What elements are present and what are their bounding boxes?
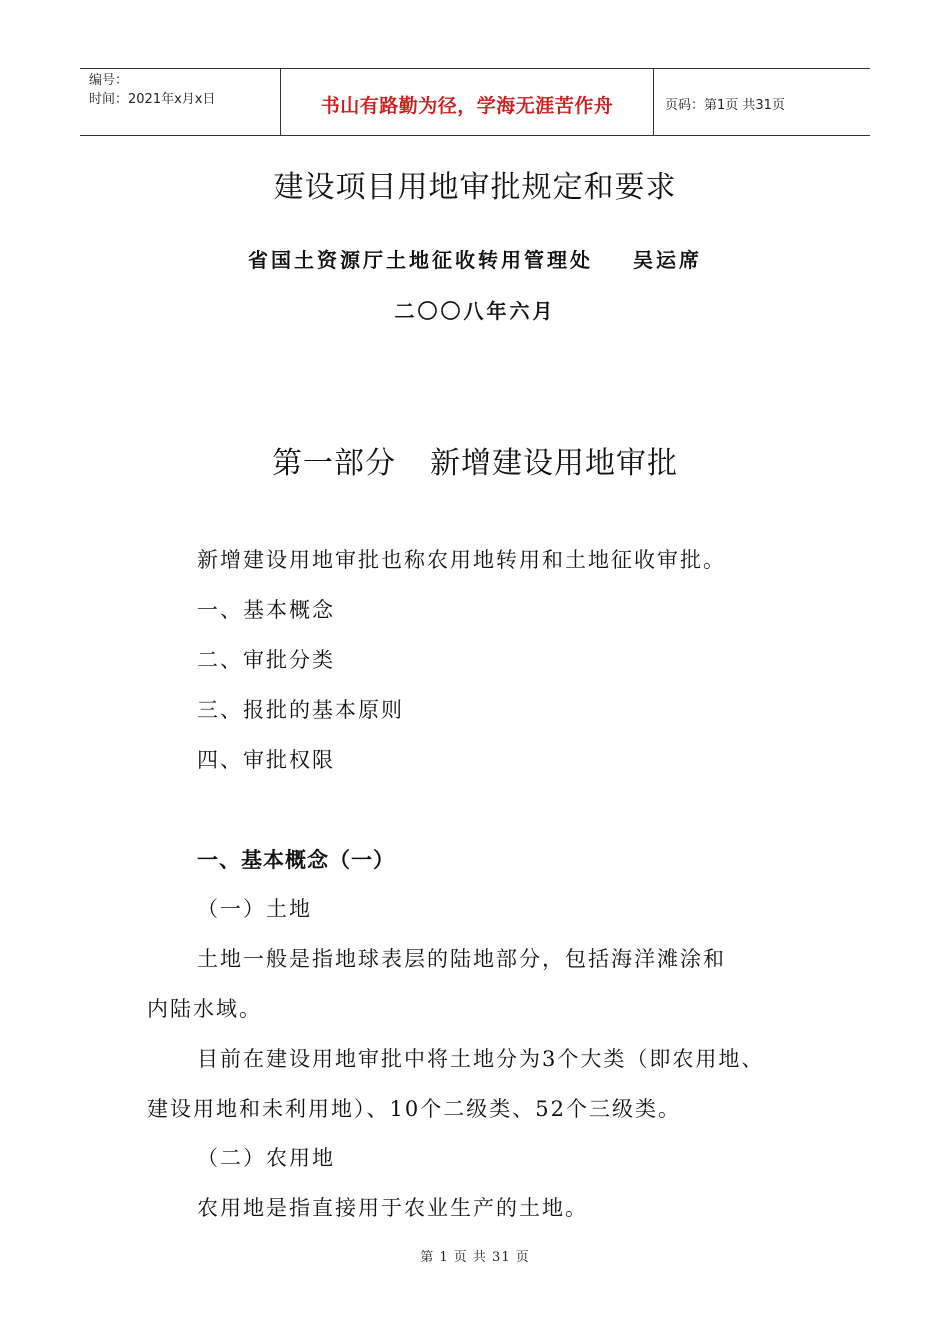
subsection-heading-farmland: （二）农用地 xyxy=(197,1146,335,1170)
outline-item-4: 四、审批权限 xyxy=(197,748,335,772)
classification-paragraph-line-1: 目前在建设用地审批中将土地分为3个大类（即农用地、 xyxy=(197,1047,765,1071)
header-meta xyxy=(80,69,281,135)
subsection-heading-land: （一）土地 xyxy=(197,897,312,921)
farmland-paragraph: 农用地是指直接用于农业生产的土地。 xyxy=(197,1196,588,1220)
classification-paragraph-line-2: 建设用地和未利用地）、10个二级类、52个三级类。 xyxy=(147,1097,681,1121)
part-number: 第一部分 xyxy=(272,446,396,481)
header-motto: 书山有路勤为径，学海无涯苦作舟 xyxy=(281,69,654,135)
author-name: 吴运席 xyxy=(633,248,702,272)
page-header xyxy=(80,68,870,136)
document-number-label: 编号： xyxy=(89,73,129,88)
page-footer: 第 1 页 共 31 页 xyxy=(420,1250,530,1265)
document-date: 二〇〇八年六月 xyxy=(394,299,556,323)
header-page-info: 页码：第1页 共31页 xyxy=(665,97,785,113)
document-author-line xyxy=(0,244,950,273)
land-paragraph-line-2: 内陆水域。 xyxy=(147,997,262,1021)
document-time-label: 时间：2021年x月x日 xyxy=(89,92,216,107)
document-title: 建设项目用地审批规定和要求 xyxy=(273,170,677,205)
outline-item-1: 一、基本概念 xyxy=(197,598,335,622)
part-heading xyxy=(0,438,950,482)
outline-item-3: 三、报批的基本原则 xyxy=(197,698,404,722)
land-paragraph-line-1: 土地一般是指地球表层的陆地部分，包括海洋滩涂和 xyxy=(197,947,726,971)
part-title: 新增建设用地审批 xyxy=(430,446,678,481)
section-heading: 一、基本概念（一） xyxy=(197,848,395,872)
author-organization: 省国土资源厅土地征收转用管理处 xyxy=(248,248,593,272)
intro-paragraph: 新增建设用地审批也称农用地转用和土地征收审批。 xyxy=(197,548,726,572)
outline-item-2: 二、审批分类 xyxy=(197,648,335,672)
